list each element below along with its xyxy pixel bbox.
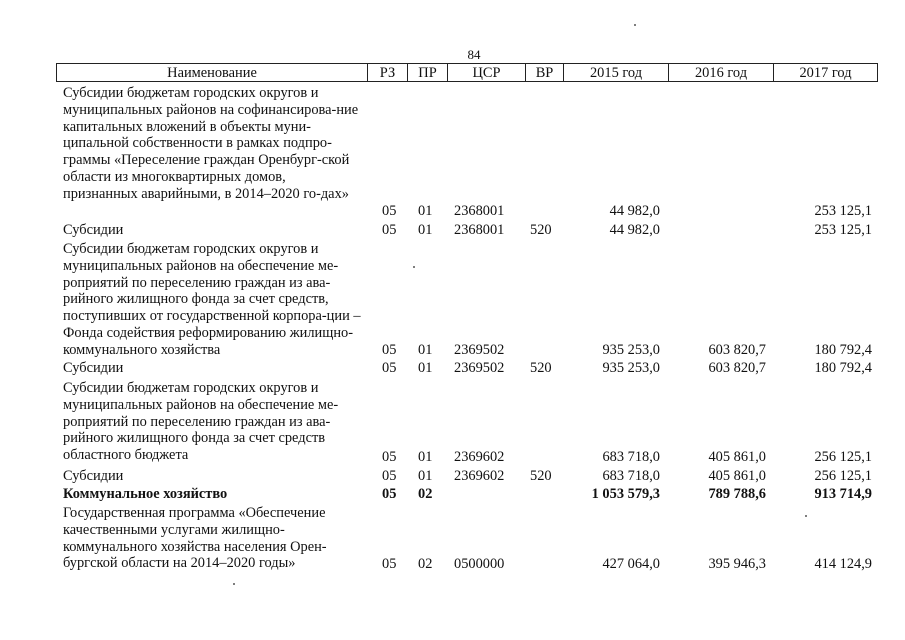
row-2015: 935 253,0 bbox=[602, 342, 660, 359]
table-row bbox=[56, 85, 878, 220]
header-name: Наименование bbox=[167, 65, 257, 81]
row-2015: 935 253,0 bbox=[602, 360, 660, 377]
row-name: Субсидии бюджетам городских округов и муниципальных районов на обеспечение ме-роприятий по переселению граждан из ава-рийного жилищного фонда за счет средств, поступивших от государственной корпора-ции – Фонда содействия реформированию жилищно-коммунального хозяйства bbox=[63, 241, 361, 358]
table-row bbox=[56, 380, 878, 466]
table-row bbox=[56, 241, 878, 359]
row-rz: 05 bbox=[382, 222, 397, 239]
row-csr: 2369502 bbox=[454, 360, 505, 377]
row-vr: 520 bbox=[530, 468, 552, 485]
header-rz: РЗ bbox=[367, 64, 407, 81]
row-csr: 2369602 bbox=[454, 468, 505, 485]
row-2016: 405 861,0 bbox=[708, 468, 766, 485]
row-2016: 789 788,6 bbox=[708, 486, 766, 503]
row-name: Субсидии бюджетам городских округов и муниципальных районов на обеспечение ме-роприятий по переселению граждан из ава-рийного жилищного фонда за счет средств областного бюджета bbox=[63, 380, 339, 464]
table-header bbox=[56, 63, 878, 82]
row-rz: 05 bbox=[382, 468, 397, 485]
row-2017: 256 125,1 bbox=[814, 468, 872, 485]
table-row bbox=[56, 222, 878, 239]
row-rz: 05 bbox=[382, 449, 397, 466]
row-2017: 913 714,9 bbox=[814, 486, 872, 503]
header-2015: 2015 год bbox=[563, 64, 668, 81]
row-name: Субсидии бюджетам городских округов и муниципальных районов на софинансирова-ние капитальных вложений в объекты муни-ципальной собственности в рамках подпро-граммы «Переселение граждан Оренбург-ской области из многоквартирных домов, признанных аварийными, в 2014–2020 го-дах» bbox=[63, 85, 359, 202]
header-csr: ЦСР bbox=[447, 64, 525, 81]
scan-speck bbox=[413, 266, 415, 268]
row-pr: 01 bbox=[418, 203, 433, 220]
row-vr: 520 bbox=[530, 222, 552, 239]
row-2017: 414 124,9 bbox=[814, 556, 872, 573]
row-2016: 603 820,7 bbox=[708, 360, 766, 377]
row-name: Коммунальное хозяйство bbox=[63, 486, 228, 502]
row-pr: 02 bbox=[418, 556, 433, 573]
table-row bbox=[56, 360, 878, 377]
row-2017: 256 125,1 bbox=[814, 449, 872, 466]
row-rz: 05 bbox=[382, 203, 397, 220]
row-csr: 2369502 bbox=[454, 342, 505, 359]
scan-speck bbox=[805, 515, 807, 517]
table-row bbox=[56, 486, 878, 503]
row-csr: 0500000 bbox=[454, 556, 505, 573]
row-name: Субсидии bbox=[63, 360, 124, 376]
row-2015: 1 053 579,3 bbox=[591, 486, 660, 503]
table-row bbox=[56, 505, 878, 573]
row-pr: 02 bbox=[418, 486, 433, 503]
row-rz: 05 bbox=[382, 556, 397, 573]
scan-speck bbox=[233, 583, 235, 585]
row-2017: 180 792,4 bbox=[814, 360, 872, 377]
header-pr: ПР bbox=[407, 64, 447, 81]
row-2015: 44 982,0 bbox=[609, 222, 660, 239]
row-2016: 395 946,3 bbox=[708, 556, 766, 573]
row-name: Субсидии bbox=[63, 222, 124, 238]
row-csr: 2369602 bbox=[454, 449, 505, 466]
row-name: Субсидии bbox=[63, 468, 124, 484]
row-rz: 05 bbox=[382, 360, 397, 377]
row-pr: 01 bbox=[418, 222, 433, 239]
row-2017: 253 125,1 bbox=[814, 203, 872, 220]
row-rz: 05 bbox=[382, 342, 397, 359]
row-vr: 520 bbox=[530, 360, 552, 377]
row-2015: 427 064,0 bbox=[602, 556, 660, 573]
row-2015: 44 982,0 bbox=[609, 203, 660, 220]
row-2017: 253 125,1 bbox=[814, 222, 872, 239]
row-csr: 2368001 bbox=[454, 203, 505, 220]
row-2017: 180 792,4 bbox=[814, 342, 872, 359]
row-2016: 603 820,7 bbox=[708, 342, 766, 359]
page-number: 84 bbox=[467, 47, 481, 62]
header-2016: 2016 год bbox=[668, 64, 773, 81]
row-pr: 01 bbox=[418, 468, 433, 485]
row-2015: 683 718,0 bbox=[602, 468, 660, 485]
row-pr: 01 bbox=[418, 360, 433, 377]
row-rz: 05 bbox=[382, 486, 397, 503]
row-2016: 405 861,0 bbox=[708, 449, 766, 466]
row-name: Государственная программа «Обеспечение качественными услугами жилищно-коммунального хозяйства населения Орен-бургской области на 2014–2020 годы» bbox=[63, 505, 327, 572]
header-2017: 2017 год bbox=[773, 64, 877, 81]
row-pr: 01 bbox=[418, 449, 433, 466]
scan-speck bbox=[634, 24, 636, 26]
row-csr: 2368001 bbox=[454, 222, 505, 239]
header-vr: ВР bbox=[525, 64, 563, 81]
row-pr: 01 bbox=[418, 342, 433, 359]
row-2015: 683 718,0 bbox=[602, 449, 660, 466]
table-row bbox=[56, 468, 878, 485]
